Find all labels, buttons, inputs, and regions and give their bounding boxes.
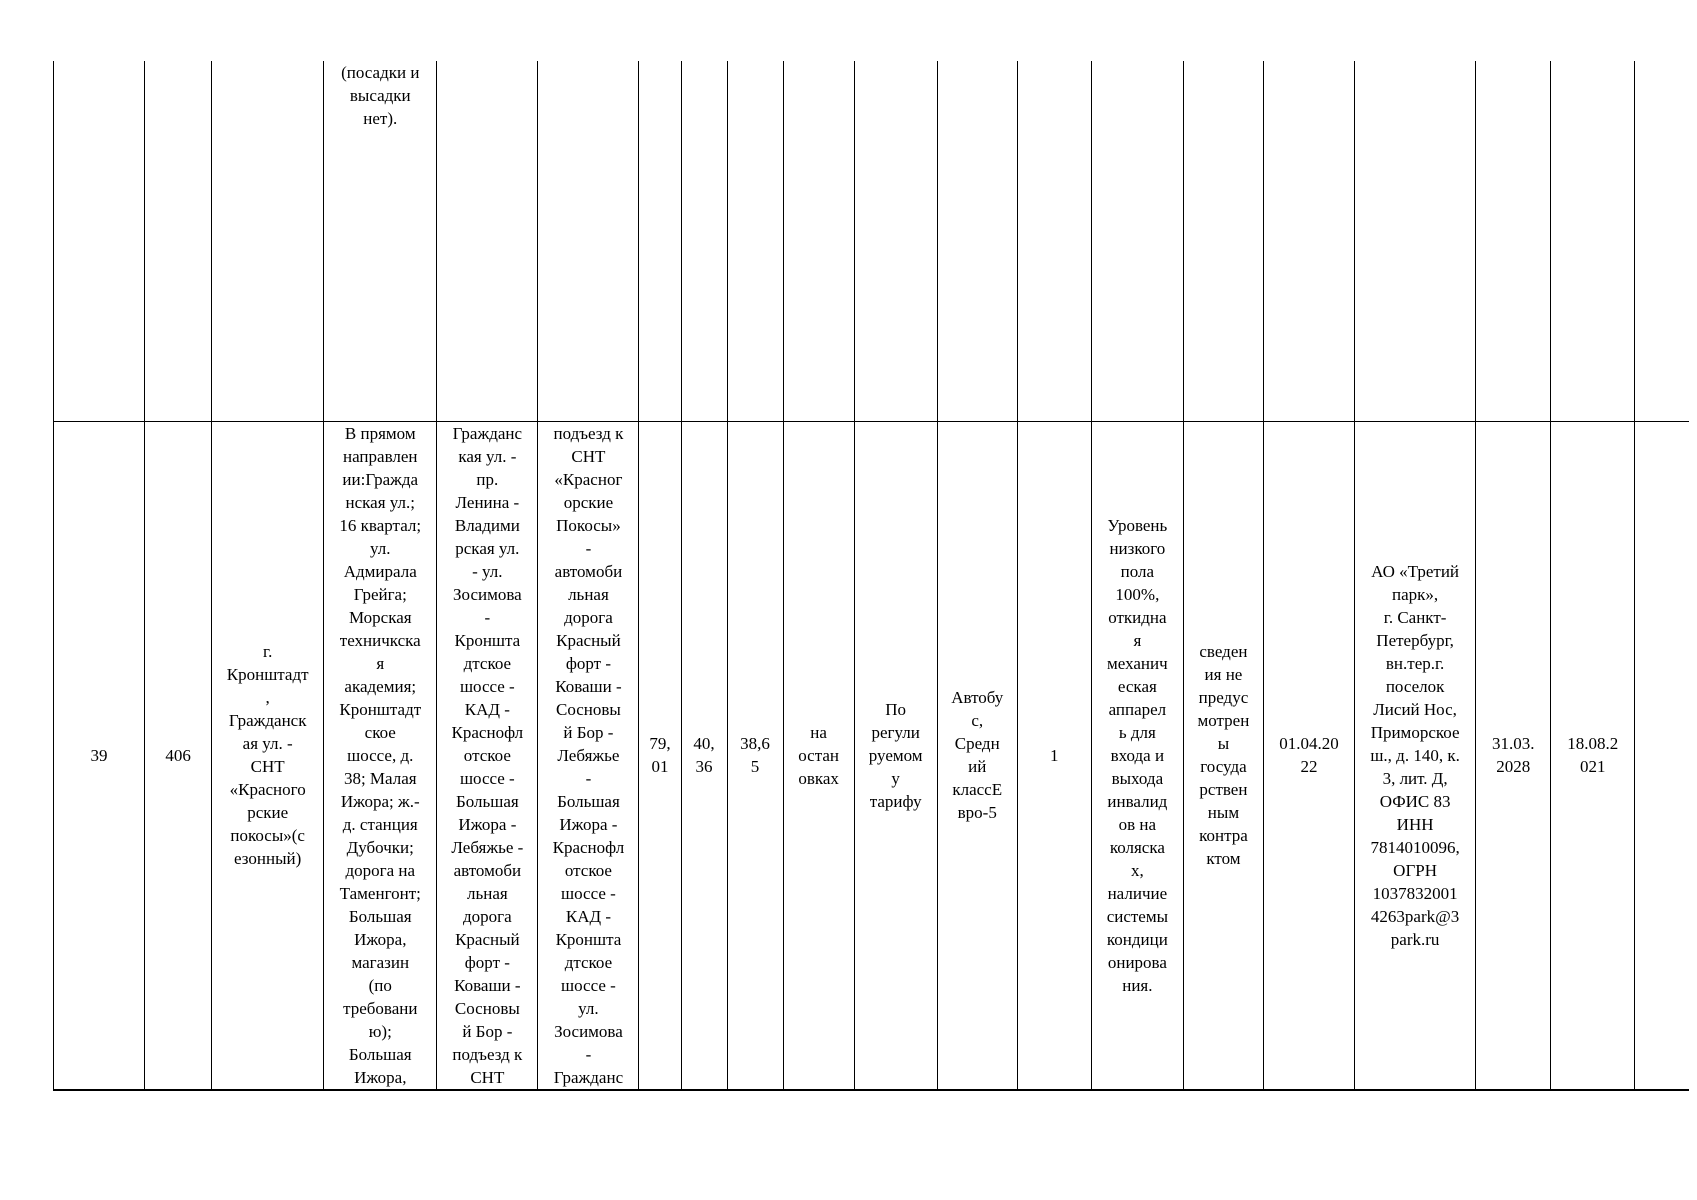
cell-vehicle-features [1091, 421, 1183, 1090]
cell-length-backward [727, 61, 783, 421]
boarding-order-text: на остан овках [798, 722, 839, 788]
length-backward-text: 38,6 5 [740, 734, 770, 776]
cell-length-total [639, 61, 681, 421]
route-no-text: 406 [165, 745, 191, 765]
cell-length-forward [681, 421, 727, 1090]
cell-tariff [854, 421, 937, 1090]
cell-carrier [1355, 421, 1476, 1090]
cell-registry-date [1551, 61, 1635, 421]
cell-tariff [854, 61, 937, 421]
cell-vehicle [937, 421, 1017, 1090]
end-date-text: 31.03. 2028 [1491, 734, 1535, 776]
cell-end-date [1476, 421, 1551, 1090]
carrier-text: АО «Третий парк», г. Санкт- Петербург, вн.тер.г. поселок Лисий Нос, Приморское ш., д. 140, к. 3, лит. Д, ОФИС 83 ИНН 7814010096, ОГРН 1037832001 4263park@3 park.ru [1370, 561, 1460, 949]
cell-seq-no [54, 61, 145, 421]
cell-stops [324, 61, 437, 421]
length-total-text: 79, 01 [649, 734, 671, 776]
cell-streets-backward [538, 61, 639, 421]
route-registry-table [53, 61, 1689, 1091]
cell-length-forward [681, 61, 727, 421]
cell-extra [1635, 421, 1689, 1090]
cell-extra [1635, 61, 1689, 421]
cell-contract-info [1183, 61, 1263, 421]
cell-route-name [212, 61, 324, 421]
cell-streets-forward [437, 61, 538, 421]
registry-date-text: 18.08.2 021 [1567, 734, 1619, 776]
tariff-text: По регули руемом у тарифу [868, 699, 923, 811]
stops-text: (посадки и высадки нет). [341, 63, 420, 128]
length-forward-text: 40, 36 [693, 734, 715, 776]
start-date-text: 01.04.20 22 [1279, 734, 1339, 776]
cell-contract-info [1183, 421, 1263, 1090]
cell-start-date [1263, 61, 1354, 421]
cell-vehicle-features [1091, 61, 1183, 421]
cell-route-name [212, 421, 324, 1090]
streets-backward-text: подъезд к СНТ «Красног орские Покосы» - автомоби льная дорога Красный форт - Коваши - Сосновы й Бор - Лебяжье - Большая Ижора - Краснофл отское шоссе - КАД - Кроншта дтское шоссе - ул. Зосимова - Гражданс [552, 423, 625, 1087]
seq-no-text: 39 [90, 745, 108, 765]
cell-boarding-order [783, 61, 854, 421]
vehicle-text: Автобу с, Средн ий классЕ вро-5 [951, 688, 1004, 822]
cell-route-no [145, 421, 212, 1090]
cell-length-total [639, 421, 681, 1090]
vehicle-count-text: 1 [1050, 745, 1059, 765]
cell-end-date [1476, 61, 1551, 421]
contract-info-text: сведен ия не предус мотрен ы госуда рствен ным контра ктом [1197, 642, 1250, 868]
route-row [54, 421, 1690, 1090]
route-name-text: г. Кронштадт , Гражданск ая ул. - СНТ «Красного рские покосы»(с езонный) [226, 642, 309, 868]
cell-stops [324, 421, 437, 1090]
cell-vehicle [937, 61, 1017, 421]
continuation-row [54, 61, 1690, 421]
streets-forward-text: Гражданс кая ул. - пр. Ленина - Владими рская ул. - ул. Зосимова - Кроншта дтское шоссе - КАД - Краснофл отское шоссе - Большая Ижора - Лебяжье - автомоби льная дорога Красный форт - Коваши - Сосновы й Бор - подъезд к СНТ [451, 423, 524, 1087]
cell-registry-date [1551, 421, 1635, 1090]
cell-boarding-order [783, 421, 854, 1090]
stops-text: В прямом направлен ии:Гражда нская ул.; 16 квартал; ул. Адмирала Грейга; Морская техничкска я академия; Кронштадт ское шоссе, д. 38; Малая Ижора; ж.- д. станция Дубочки; дорога на Таменгонт; Большая Ижора, магазин (по требовани ю); Большая Ижора, [339, 423, 422, 1087]
cell-length-backward [727, 421, 783, 1090]
cell-streets-backward [538, 421, 639, 1090]
vehicle-features-text: Уровень низкого пола 100%, откидна я механич еская аппарел ь для входа и выхода инвалид ов на коляска х, наличие системы кондици онирова ния. [1106, 515, 1169, 995]
cell-streets-forward [437, 421, 538, 1090]
cell-vehicle-count [1017, 421, 1091, 1090]
cell-carrier [1355, 61, 1476, 421]
cell-route-no [145, 61, 212, 421]
cell-start-date [1263, 421, 1354, 1090]
cell-seq-no [54, 421, 145, 1090]
cell-vehicle-count [1017, 61, 1091, 421]
